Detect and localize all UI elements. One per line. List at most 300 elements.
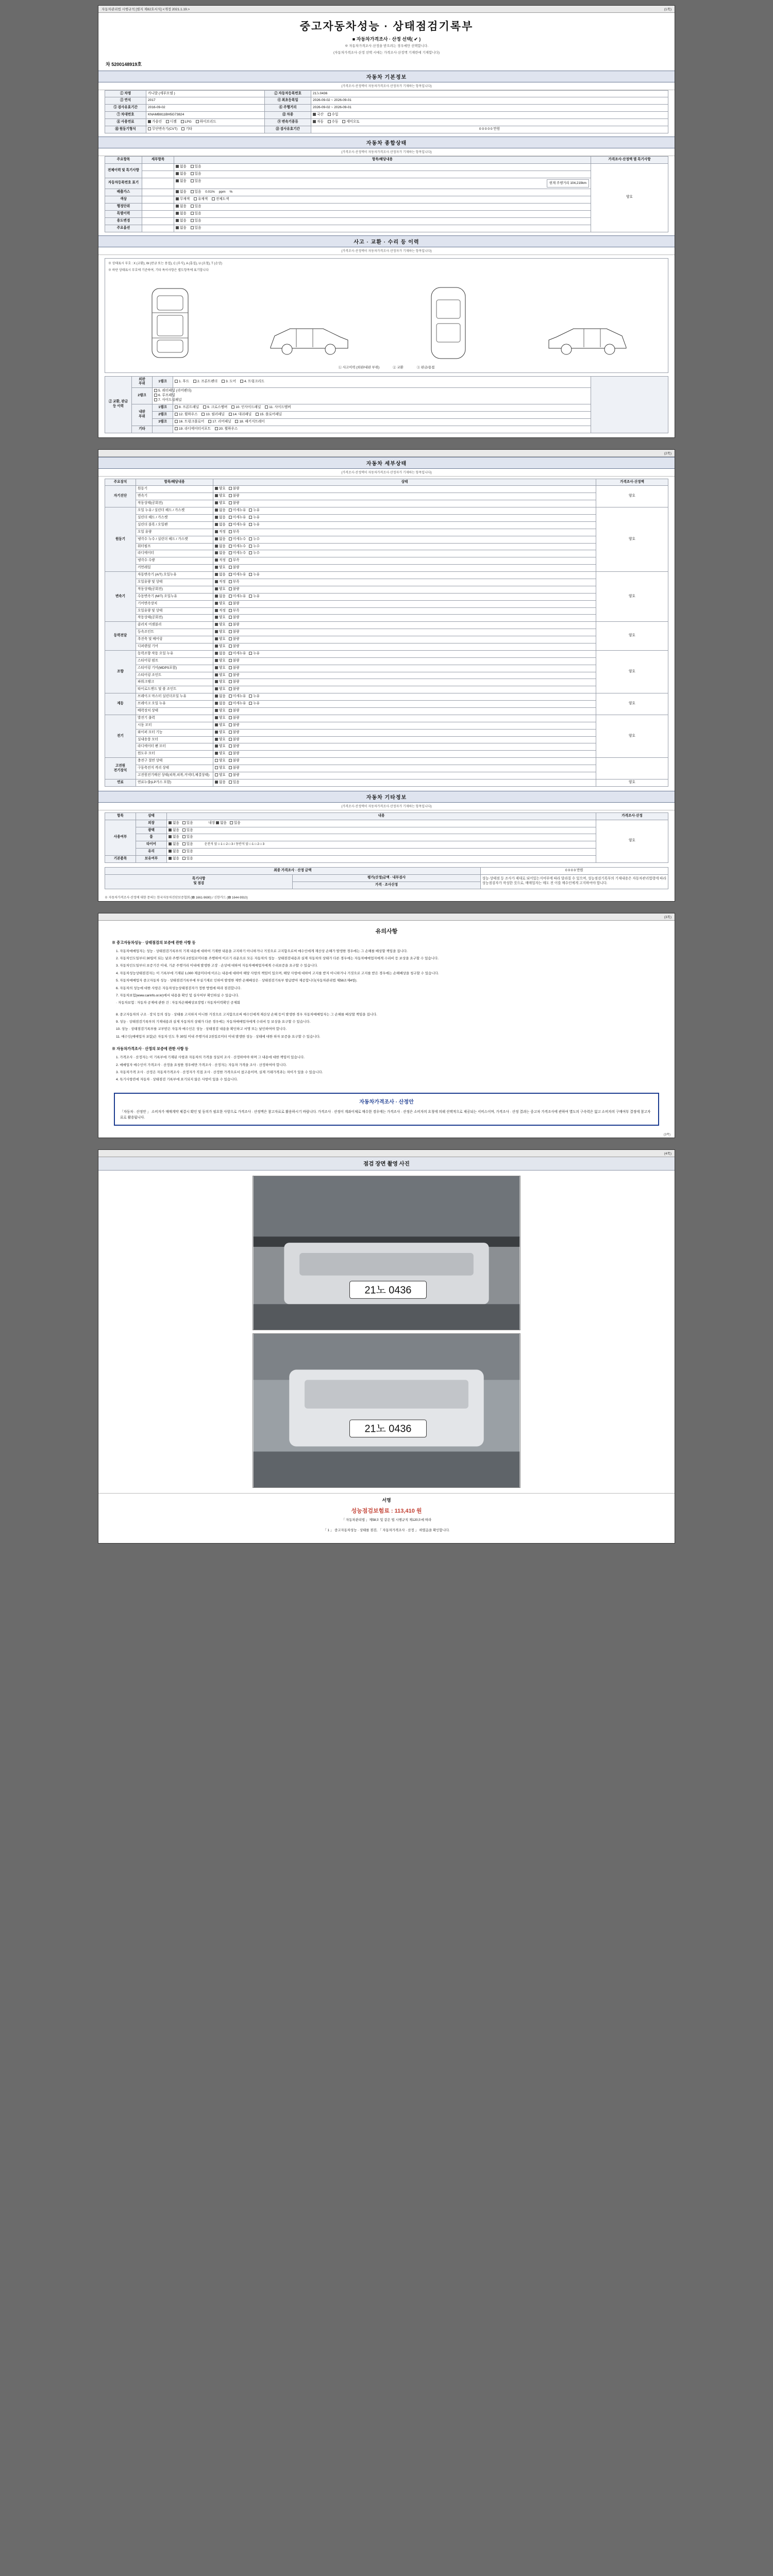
parts-title: ② 교환, 판금 등 이력 (105, 376, 132, 433)
part-front-fender[interactable]: 2. 프론트펜더 (193, 380, 217, 384)
table-row (105, 607, 668, 615)
col-other-item: 항목 (105, 812, 136, 820)
value-mileage: 2026-09-02 ~ 2026-09-01 (311, 105, 668, 112)
chk-없음[interactable]: 없음 (215, 523, 226, 528)
chk-부족[interactable]: 부족 (229, 530, 240, 535)
chk-없음[interactable]: 없음 (215, 537, 226, 542)
parts-list-etc (173, 426, 591, 433)
fuel-opt-diesel[interactable]: 디젤 (166, 120, 177, 125)
chk-양호[interactable]: 양호 (215, 731, 226, 735)
chk-양호[interactable]: 양호 (215, 687, 226, 692)
part-cross-member[interactable]: 9. 크로스멤버 (203, 405, 227, 410)
part-wheel-house-etc[interactable]: 20. 휠하우스 (215, 427, 238, 432)
value-inspection-valid: 2016-09-02 (146, 105, 265, 112)
chk-불량[interactable]: 불량 (229, 616, 240, 620)
chk-repaint[interactable]: 전체도색 (212, 197, 229, 202)
chk-미세누수[interactable]: 미세누수 (229, 545, 246, 549)
chk-불량[interactable]: 불량 (229, 744, 240, 749)
parts-list-outer-1 (173, 376, 591, 388)
detail-item-state (213, 772, 596, 779)
table-row (105, 736, 668, 743)
chk-양호[interactable]: 양호 (215, 587, 226, 592)
detail-item-state (213, 550, 596, 557)
notice-paragraph: 6. 자동차의 성능에 대한 사항은 자동차성능상태점검자가 정한 방법에 따라 점검합니다. (116, 986, 242, 990)
chk-불량[interactable]: 불량 (229, 494, 240, 499)
chk-양호[interactable]: 양호 (215, 752, 226, 756)
chk-없음[interactable]: 없음 (169, 850, 179, 854)
device-group-label: 동력전달 (105, 622, 136, 651)
chk-누유[interactable]: 누유 (249, 694, 260, 699)
detail-item-state (213, 486, 596, 493)
table-row (105, 163, 668, 171)
chk-없음[interactable]: 없음 (215, 595, 226, 599)
chk-불량[interactable]: 불량 (229, 602, 240, 606)
value-price-unit: 0 0 0 0 0 만원 (311, 126, 668, 133)
chk-none[interactable]: 없음 (176, 212, 187, 216)
cell-sub (142, 225, 174, 232)
chk-불량[interactable]: 불량 (229, 773, 240, 778)
fuel-opt-gasoline[interactable]: 가솔린 (148, 120, 162, 125)
device-group-label: 원동기 (105, 507, 136, 572)
table-row (105, 672, 668, 679)
chk-불량[interactable]: 불량 (229, 623, 240, 628)
chk-r-없음[interactable]: 없음 (216, 821, 227, 826)
chk-none[interactable]: 없음 (176, 165, 187, 170)
chk-없음[interactable]: 없음 (215, 694, 226, 699)
chk-미세누유[interactable]: 미세누유 (229, 652, 246, 656)
part-trunk-floor[interactable]: 16. 트렁크플로어 (175, 420, 204, 425)
chk-누유[interactable]: 누유 (249, 516, 260, 520)
chk-양호[interactable]: 양호 (215, 602, 226, 606)
chk-미세누유[interactable]: 미세누유 (229, 523, 246, 528)
form-topbar-2 (98, 450, 675, 457)
chk-누유[interactable]: 누유 (249, 509, 260, 513)
notice-paragraph: 1. 자동차매매업자는 성능 · 상태점검기록부의 기재 내용에 대하여 기재한 내용을 고지하기 아니하거나 거짓으로 고지함으로써 매수인에게 재산상 손해가 발생한 경우에는 그 손해를 배상할 책임을 집니다. (116, 949, 408, 953)
chk-적정[interactable]: 적정 (215, 609, 226, 614)
chk-부족[interactable]: 부족 (229, 580, 240, 585)
chk-r-있음[interactable]: 있음 (230, 821, 241, 826)
chk-양호[interactable]: 양호 (215, 680, 226, 685)
guarantee-body: 「자동차 · 산정안 」 소비자가 매매계약 체결시 확인 및 동의가 필요한 사항으로 가격조사 · 산정액은 참고자료로 활용하시기 바랍니다. 가격조사 · 산정이 계좌이체로 매수한 경우에는 가격조사 · 산정은 소비자의 요청에 의해 선택적으로 제공되는 서비스이며, 가격조사 · 산정 결과는 중고차 가격조사에 관하여 별도의 구속력은 없고 소비자의 구매여부 결정에 참고자료로 활용됩니다. (120, 1110, 651, 1120)
detail-item-label: 실내송풍 모터 (136, 736, 213, 743)
label-price-unit: ⑬ 검사유효기간 (265, 126, 311, 133)
detail-appraisal-note: 양호 (596, 486, 668, 507)
part-pillar-panel[interactable]: 13. 필러패널 (201, 413, 224, 417)
chk-있음[interactable]: 있음 (182, 821, 193, 826)
other-item-content (167, 834, 596, 841)
final-price-phone-note: ※ 자동차가격조사·산정에 대한 문의는 한국자동차진단보증협회 (☎ 1661-9690) / 신한카드 (☎ 1644-9910) (105, 896, 248, 900)
cell-content (174, 203, 591, 210)
chk-불량[interactable]: 불량 (229, 723, 240, 728)
part-front-panel[interactable]: 8. 프론트패널 (175, 405, 199, 410)
chk-있음[interactable]: 있음 (182, 842, 193, 847)
emission-smoke: % (229, 190, 233, 194)
fuel-opt-lpg[interactable]: LPG (181, 120, 192, 125)
chk-있음[interactable]: 있음 (182, 850, 193, 854)
guarantee-title: 자동차가격조사 · 산정안 (359, 1099, 414, 1105)
other-right-label: 내장 (208, 821, 215, 825)
detail-item-state (213, 708, 596, 715)
chk-양호[interactable]: 양호 (215, 738, 226, 742)
chk-양호[interactable]: 양호 (215, 666, 226, 671)
detail-appraisal-note: 양호 (596, 622, 668, 651)
chk-없음[interactable]: 없음 (169, 835, 179, 840)
chk-exist[interactable]: 있음 (191, 165, 201, 170)
part-hood[interactable]: 1. 후드 (175, 380, 189, 384)
parts-group-inner: 내판 부위 (132, 404, 153, 426)
chk-양호[interactable]: 양호 (215, 673, 226, 678)
chk-불량[interactable]: 불량 (229, 759, 240, 764)
row-label-options: 주요옵션 (105, 225, 142, 232)
table-row (105, 97, 668, 105)
part-inside-panel[interactable]: 10. 인사이드패널 (231, 405, 261, 410)
device-group-label: 고전원 전기장치 (105, 758, 136, 779)
chk-양호[interactable]: 양호 (215, 623, 226, 628)
chk-양호[interactable]: 양호 (215, 723, 226, 728)
chk-none[interactable]: 없음 (176, 190, 187, 195)
chk-exist[interactable]: 있음 (191, 219, 201, 224)
chk-양호[interactable]: 양호 (215, 659, 226, 664)
detail-state-table (105, 479, 668, 787)
bottom-note-2: 「 1 」 중고자동차성능 · 상태를 점검, 「 자동차가격조사 · 산정 」 하였음을 확인합니다. (323, 1529, 450, 1533)
chk-불량[interactable]: 불량 (229, 709, 240, 714)
notice-paragraph: 5. 자동차매매업자 중고자동차 성능 · 상태점검기록부에 부실기재로 인하여 발생한 제반 손해배상은 · 상태점검기록부 발급받아 제공합니다(자동차관리법 제58조제4항). (116, 979, 358, 983)
detail-item-label: 배력장치 상태 (136, 708, 213, 715)
detail-item-label: 브레이크 오일 누유 (136, 701, 213, 708)
part-side-member[interactable]: 11. 사이드멤버 (265, 405, 291, 410)
chk-양호[interactable]: 양호 (215, 494, 226, 499)
detail-item-state (213, 622, 596, 629)
trans-opt-semi[interactable]: 세미오토 (342, 120, 359, 125)
notice-sub-title-1: ※ 중고자동차성능 · 상태점검의 보증에 관한 사항 등 (112, 940, 196, 945)
table-row (105, 834, 668, 841)
chk-미세누유[interactable]: 미세누유 (229, 516, 246, 520)
chk-none[interactable]: 없음 (176, 179, 187, 184)
cell-sub (142, 196, 174, 204)
part-rear-panel[interactable]: 17. 리어패널 (208, 420, 231, 425)
detail-item-state (213, 736, 596, 743)
part-side-sill-panel[interactable]: 7. 사이드실패널 (154, 398, 182, 403)
cell-content (174, 163, 591, 171)
chk-exist[interactable]: 있음 (191, 179, 201, 184)
chk-양호[interactable]: 양호 (215, 773, 226, 778)
value-transmission (311, 119, 668, 126)
detail-item-state (213, 701, 596, 708)
table-row (105, 529, 668, 536)
chk-미세누유[interactable]: 미세누유 (229, 694, 246, 699)
other-item-content (167, 856, 596, 863)
trans-opt-auto[interactable]: 자동 (313, 120, 324, 125)
detail-item-label: 타이로드엔드 및 볼 조인트 (136, 686, 213, 693)
chk-있음[interactable]: 있음 (182, 857, 193, 861)
chk-불량[interactable]: 불량 (229, 637, 240, 642)
chk-chromatic[interactable]: 유채색 (194, 197, 208, 202)
chk-exist[interactable]: 있음 (191, 226, 201, 231)
col-item: 항목/해당내용 (136, 479, 213, 486)
other-item-label: 외장 (136, 820, 167, 827)
engine-opt-cvt[interactable]: 무단변속기(CVT) (148, 127, 177, 132)
cell-sub (142, 171, 174, 178)
detail-item-label: 실린더 헤드 / 가스켓 (136, 514, 213, 521)
detail-item-state (213, 607, 596, 615)
section-note-detail: (가격조사·산정액이 자동차가격조사·산정자가 기재하는 항목입니다) (98, 469, 675, 477)
chk-불량[interactable]: 불량 (229, 501, 240, 506)
legend-item-0: ① 사고이력 (외판/내판 부위) (338, 365, 380, 369)
parts-history-table (105, 376, 668, 433)
chk-있음[interactable]: 있음 (182, 828, 193, 833)
notice-paragraph: 10. 성능 · 상태점검기록부를 교부받은 자동차 매수인은 성능 · 상태점검 내용을 확인하고 서명 또는 날인하여야 합니다. (116, 1027, 287, 1031)
chk-불량[interactable]: 불량 (229, 630, 240, 635)
value-first-reg: 2026-09-02 ~ 2026-09-01 (311, 97, 668, 105)
chk-불량[interactable]: 불량 (229, 487, 240, 492)
chk-누유[interactable]: 누유 (249, 573, 260, 578)
chk-없음[interactable]: 없음 (169, 857, 179, 861)
diagram-legend (108, 365, 665, 369)
chk-exist[interactable]: 있음 (191, 190, 201, 195)
chk-불량[interactable]: 불량 (229, 766, 240, 771)
row-label-history: 전체이력 및 특기사항 (105, 163, 142, 178)
notice-sub-title-2: ※ 자동차가격조사 · 산정의 보증에 관한 사항 등 (112, 1046, 189, 1052)
checkbox-imported[interactable]: 수입 (328, 113, 339, 117)
chk-미세누유[interactable]: 미세누유 (229, 595, 246, 599)
col-other-content: 내용 (167, 812, 596, 820)
table-row (105, 203, 668, 210)
table-row (105, 841, 668, 849)
chk-exist[interactable]: 있음 (191, 205, 201, 209)
table-row (105, 388, 668, 404)
section-note-basic-info: (가격조사·산정액이 자동차가격조사·산정자가 기재하는 항목입니다) (98, 82, 675, 90)
chk-없음[interactable]: 없음 (215, 652, 226, 656)
chk-양호[interactable]: 양호 (215, 759, 226, 764)
chk-누유[interactable]: 누유 (249, 595, 260, 599)
part-package-tray[interactable]: 18. 패키지트레이 (235, 420, 264, 425)
row-label-emission: 배출가스 (105, 189, 142, 196)
parts-list-inner-3 (173, 418, 591, 426)
mileage-note: 현재 주행거리 104,219km (547, 179, 589, 188)
chk-누수[interactable]: 누수 (249, 545, 260, 549)
chk-누수[interactable]: 누수 (249, 551, 260, 556)
chk-none[interactable]: 없음 (176, 226, 187, 231)
chk-양호[interactable]: 양호 (215, 630, 226, 635)
chk-불량[interactable]: 불량 (229, 731, 240, 735)
chk-없음[interactable]: 없음 (215, 551, 226, 556)
chk-누유[interactable]: 누유 (249, 652, 260, 656)
notice-paragraph: 3. 자동차가격 조사 · 산정은 자동차가격조사 · 산정자가 직접 조사 · 산정한 가격으로서 참고용이며, 실제 거래가격과는 차이가 있을 수 있습니다. (116, 1070, 323, 1074)
chk-불량[interactable]: 불량 (229, 666, 240, 671)
chk-없음[interactable]: 없음 (169, 821, 179, 826)
row-label-color: 색상 (105, 196, 142, 204)
chk-양호[interactable]: 양호 (215, 716, 226, 721)
detail-item-label: 라디에이터 팬 모터 (136, 743, 213, 751)
detail-item-state (213, 536, 596, 543)
cell-content (174, 210, 591, 217)
rank-etc (153, 426, 173, 433)
label-year: ③ 연식 (105, 97, 146, 105)
chk-없음[interactable]: 없음 (215, 781, 226, 785)
chk-있음[interactable]: 있음 (182, 835, 193, 840)
chk-none[interactable]: 없음 (176, 172, 187, 177)
table-row (105, 376, 668, 388)
detail-item-state (213, 657, 596, 665)
part-quarter-panel[interactable]: 5. 쿼터패널 (리어펜더) (154, 389, 192, 394)
detail-item-state (213, 722, 596, 729)
chk-없음[interactable]: 없음 (169, 842, 179, 847)
chk-부족[interactable]: 부족 (229, 558, 240, 563)
form-topbar (98, 6, 675, 13)
detail-item-label: 연료누출(LP가스 포함) (136, 779, 213, 786)
detail-item-state (213, 715, 596, 722)
chk-없음[interactable]: 없음 (215, 702, 226, 706)
table-row (105, 572, 668, 579)
chk-양호[interactable]: 양호 (215, 566, 226, 570)
chk-적정[interactable]: 적정 (215, 580, 226, 585)
chk-없음[interactable]: 없음 (215, 509, 226, 513)
parts-list-inner-1 (173, 404, 591, 411)
damage-diagram (105, 258, 668, 373)
final-price-title: 최종 가격조사 · 산정 금액 (105, 868, 481, 875)
detail-item-state (213, 579, 596, 586)
cell-content (174, 225, 591, 232)
detail-item-label: 오일유량 및 상태 (136, 579, 213, 586)
chk-불량[interactable]: 불량 (229, 716, 240, 721)
chk-양호[interactable]: 양호 (215, 637, 226, 642)
document-header (98, 13, 675, 59)
chk-양호[interactable]: 양호 (215, 744, 226, 749)
part-trunk-lid[interactable]: 4. 트렁크리드 (240, 380, 264, 384)
chk-불량[interactable]: 불량 (229, 687, 240, 692)
table-row (105, 715, 668, 722)
checkbox-domestic[interactable]: 국산 (313, 113, 324, 117)
chk-exist[interactable]: 있음 (191, 172, 201, 177)
fuel-opt-hybrid[interactable]: 하이브리드 (196, 120, 216, 125)
part-roof-panel[interactable]: 6. 루프패널 (154, 394, 175, 398)
legend-item-1: ② 교환 (393, 365, 404, 369)
table-row (105, 210, 668, 217)
chk-불량[interactable]: 불량 (229, 566, 240, 570)
chk-양호[interactable]: 양호 (215, 616, 226, 620)
label-mileage: ⑥ 주행거리 (265, 105, 311, 112)
bottom-note-1: 「 자동차관리법 」제58조 및 같은 법 시행규칙 제120조에 따라 (341, 1518, 432, 1522)
chk-양호[interactable]: 양호 (215, 501, 226, 506)
final-price-amount: 0 0 0 0 만원 (480, 868, 668, 875)
col-state: 상태 (213, 479, 596, 486)
part-wheel-house[interactable]: 12. 휠하우스 (175, 413, 197, 417)
chk-양호[interactable]: 양호 (215, 645, 226, 649)
col-appraise: 가격조사·산정액 (596, 479, 668, 486)
document-desc-2: (자동차가격조사·산정 선택 시에는 가격조사·산정액 기재란에 기재합니다) (333, 50, 440, 55)
chk-없음[interactable]: 없음 (215, 516, 226, 520)
chk-없음[interactable]: 없음 (215, 573, 226, 578)
chk-있음[interactable]: 있음 (229, 781, 240, 785)
table-row (105, 636, 668, 643)
part-radiator-support[interactable]: 19. 라디에이터서포트 (175, 427, 211, 432)
chk-불량[interactable]: 불량 (229, 673, 240, 678)
notice-paragraph: 4. 특기사항란에 자동차 · 상태점검 기록부에 표기되지 않은 사항이 있을 수 있습니다. (116, 1078, 238, 1082)
chk-none[interactable]: 없음 (176, 205, 187, 209)
table-row (105, 189, 668, 196)
notice-paragraph: 7. 자동차보험(www.carinfo.or.kr)에서 내용을 확인 및 실사여부 확인하실 수 있습니다. (116, 993, 239, 997)
detail-item-label: 원동기 (136, 486, 213, 493)
chk-없음[interactable]: 없음 (215, 545, 226, 549)
chk-불량[interactable]: 불량 (229, 645, 240, 649)
chk-부족[interactable]: 부족 (229, 609, 240, 614)
car-front-svg (142, 284, 198, 362)
chk-achromatic[interactable]: 무채색 (176, 197, 190, 202)
chk-없음[interactable]: 없음 (169, 828, 179, 833)
chk-미세누수[interactable]: 미세누수 (229, 537, 246, 542)
label-inspection-valid: ⑤ 검사유효기간 (105, 105, 146, 112)
chk-미세누유[interactable]: 미세누유 (229, 509, 246, 513)
detail-item-state (213, 650, 596, 657)
rank-1b: 1랭크 (153, 404, 173, 411)
detail-item-label: 추진축 및 베어링 (136, 636, 213, 643)
other-item-label: 광택 (136, 827, 167, 834)
detail-item-state (213, 493, 596, 500)
chk-양호[interactable]: 양호 (215, 766, 226, 771)
trans-opt-manual[interactable]: 수동 (328, 120, 339, 125)
chk-불량[interactable]: 불량 (229, 659, 240, 664)
table-row (105, 679, 668, 686)
other-item-content (167, 827, 596, 834)
chk-불량[interactable]: 불량 (229, 680, 240, 685)
chk-none[interactable]: 없음 (176, 219, 187, 224)
cell-content (174, 189, 591, 196)
chk-적정[interactable]: 적정 (215, 558, 226, 563)
table-row (105, 404, 668, 411)
other-item-label: 타이어 (136, 841, 167, 849)
table-row (105, 765, 668, 772)
table-row (105, 514, 668, 521)
chk-누유[interactable]: 누유 (249, 702, 260, 706)
chk-양호[interactable]: 양호 (215, 709, 226, 714)
engine-opt-etc[interactable]: 기타 (181, 127, 192, 132)
table-row (105, 171, 668, 178)
detail-item-state (213, 643, 596, 651)
document-desc-1: ※ 자동차가격조사·산정을 받으려는 경우에만 선택합니다. (344, 44, 429, 48)
chk-불량[interactable]: 불량 (229, 752, 240, 756)
cell-appraisal-note: 양호 (591, 163, 668, 232)
table-row (105, 112, 668, 119)
chk-적정[interactable]: 적정 (215, 530, 226, 535)
chk-양호[interactable]: 양호 (215, 487, 226, 492)
device-group-label: 조향 (105, 650, 136, 693)
chk-미세누유[interactable]: 미세누유 (229, 702, 246, 706)
car-view-side-left (265, 315, 353, 363)
table-row (105, 586, 668, 593)
chk-누유[interactable]: 누유 (249, 523, 260, 528)
part-floor-panel[interactable]: 15. 플로어패널 (256, 413, 282, 417)
table-row (105, 743, 668, 751)
table-row (105, 493, 668, 500)
col-content: 항목/해당내용 (174, 156, 591, 163)
document-title: 중고자동차성능 · 상태점검기록부 (299, 21, 474, 32)
parts-appraisal-note (591, 376, 668, 433)
chk-미세누수[interactable]: 미세누수 (229, 551, 246, 556)
chk-불량[interactable]: 불량 (229, 587, 240, 592)
chk-미세누유[interactable]: 미세누유 (229, 573, 246, 578)
part-door[interactable]: 3. 도어 (222, 380, 236, 384)
chk-누수[interactable]: 누수 (249, 537, 260, 542)
value-year: 2017 (146, 97, 265, 105)
chk-exist[interactable]: 있음 (191, 212, 201, 216)
table-row (105, 751, 668, 758)
chk-불량[interactable]: 불량 (229, 738, 240, 742)
parts-list-outer-2 (153, 388, 192, 404)
table-row (105, 521, 668, 529)
photo-wrap (98, 1171, 675, 1493)
other-group-label-basic: 기본품목 (105, 856, 136, 863)
part-dash-panel[interactable]: 14. 대쉬패널 (229, 413, 251, 417)
